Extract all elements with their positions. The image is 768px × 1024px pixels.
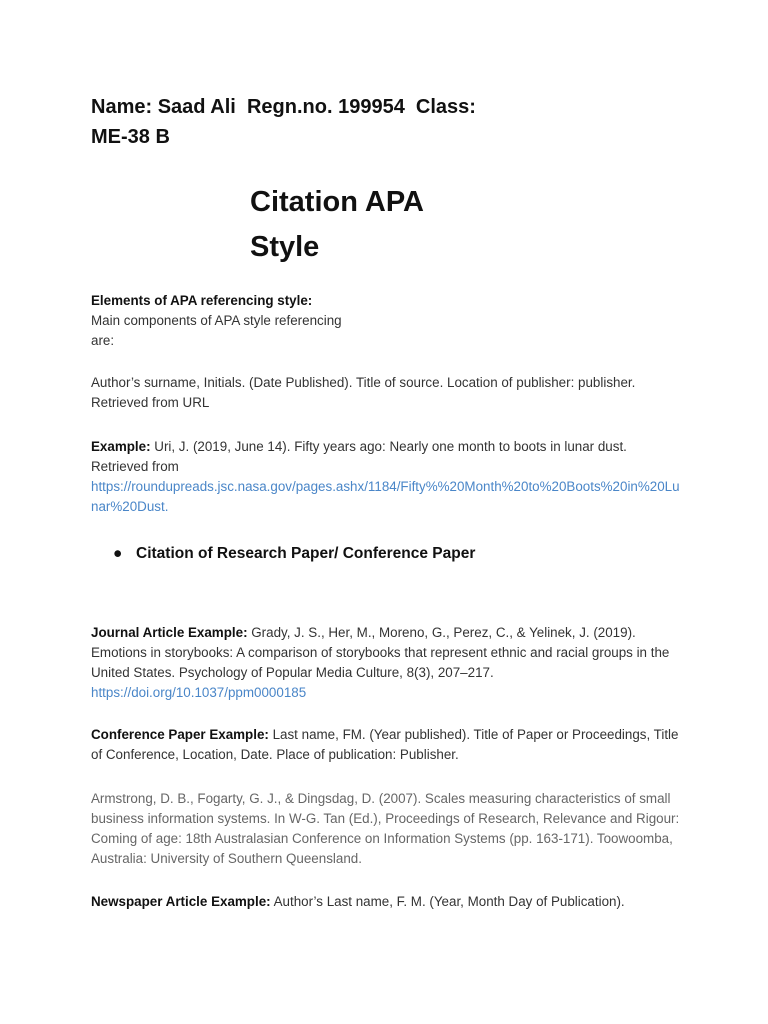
apa-format: Author’s surname, Initials. (Date Published). Title of source. Location of publisher: publisher. Retrieved from URL xyxy=(91,375,636,410)
example-text: Uri, J. (2019, June 14). Fifty years ago: Nearly one month to boots in lunar dust. Retrieved from xyxy=(91,439,627,474)
newspaper-text: Author’s Last name, F. M. (Year, Month Day of Publication). xyxy=(270,894,625,909)
example-paragraph xyxy=(91,437,681,517)
bullet-icon: ● xyxy=(113,545,123,562)
journal-paragraph xyxy=(91,623,681,703)
elements-intro: Main components of APA style referencing are: xyxy=(91,313,342,348)
elements-heading-text: Elements of APA referencing style: xyxy=(91,293,313,308)
conference-text: Last name, FM. (Year published). Title of Paper or Proceedings, Title of Conference, Location, Date. Place of publication: Publisher. xyxy=(91,727,679,762)
bullet-text: Citation of Research Paper/ Conference Paper xyxy=(136,545,476,562)
conference-paragraph xyxy=(91,725,681,765)
conference-sample: Armstrong, D. B., Fogarty, G. J., & Dingsdag, D. (2007). Scales measuring characteristics of small business information systems. In W-G. Tan (Ed.), Proceedings of Research, Relevance and Rigour: Coming of age: 18th Australasian Conference on Information Systems (pp. 163-171). Toowoomba, Australia: University of Southern Queensland. xyxy=(91,791,680,866)
example-label: Example: xyxy=(91,439,151,454)
page-title-line2: Style xyxy=(250,231,320,263)
newspaper-label: Newspaper Article Example: xyxy=(91,894,271,909)
student-header-line1: Name: Saad Ali Regn.no. 199954 Class: xyxy=(91,96,476,118)
page-title xyxy=(250,180,510,270)
elements-heading xyxy=(91,291,681,311)
newspaper-paragraph xyxy=(91,892,681,912)
student-header xyxy=(91,92,571,152)
student-header-line2: ME-38 B xyxy=(91,126,170,148)
journal-label: Journal Article Example: xyxy=(91,625,248,640)
page-title-line1: Citation APA xyxy=(250,186,424,218)
conference-label: Conference Paper Example: xyxy=(91,727,269,742)
journal-link[interactable]: https://doi.org/10.1037/ppm0000185 xyxy=(91,685,307,700)
journal-text: Grady, J. S., Her, M., Moreno, G., Perez, C., & Yelinek, J. (2019). Emotions in storybooks: A comparison of storybooks that represent ethnic and racial groups in the United States. Psychology of Popular Media Culture, 8(3), 207–217. xyxy=(91,625,670,680)
example-link[interactable]: https://roundupreads.jsc.nasa.gov/pages.ashx/1184/Fifty%%20Month%20to%20Boots%20in%20Lunar%20Dust. xyxy=(91,479,680,514)
